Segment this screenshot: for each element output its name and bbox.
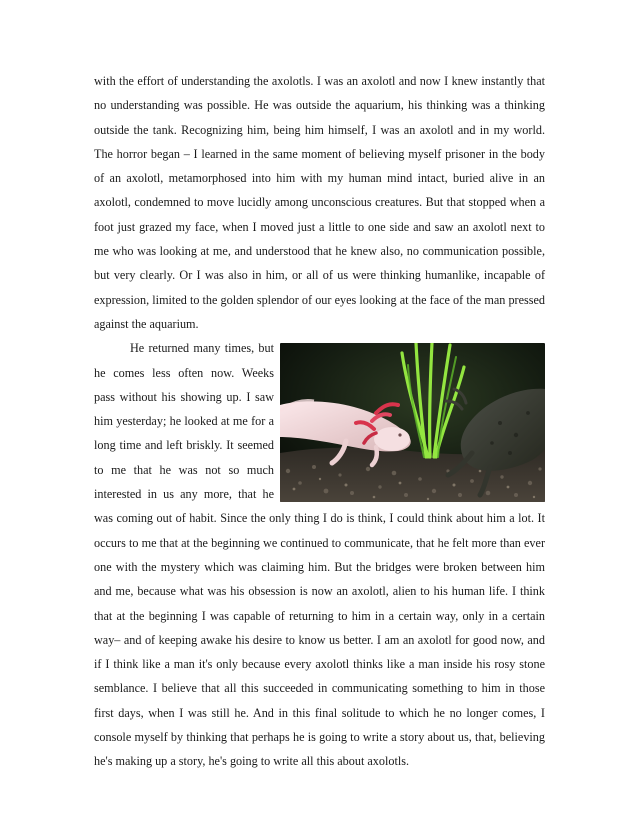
aquarium-image bbox=[280, 343, 545, 502]
document-page bbox=[94, 69, 545, 774]
paragraph-1: with the effort of understanding the axolotls. I was an axolotl and now I knew instantly that no understanding was possible. He was outside the aquarium, his thinking was a thinking outside the tank. Recognizing him, being him himself, I was an axolotl and in my world. The horror began – I learned in the same moment of believing myself prisoner in the body of an axolotl, metamorphosed into him with my human mind intact, buried alive in an axolotl, condemned to move lucidly among unconscious creatures. But that stopped when a foot just grazed my face, when I moved just a little to one side and saw an axolotl next to me who was looking at me, and understood that he knew also, no communication possible, but very clearly. Or I was also in him, or all of us were thinking humanlike, incapable of expression, limited to the golden splendor of our eyes looking at the face of the man pressed against the aquarium. bbox=[94, 74, 545, 331]
axolotl-photo bbox=[280, 343, 545, 502]
paragraph-2: He returned many times, but he comes less often now. Weeks pass without his showing up. I saw him yesterday; he looked at me for a long time and left briskly. It seemed to me that he was not so much interested in us any more, that he was coming out of habit. Since the only thing I do is think, I could think about him a lot. It occurs to me that at the beginning we continued to communicate, that he felt more than ever one with the mystery which was claiming him. But the bridges were broken between him and me, because what was his obsession is now an axolotl, alien to his human life. I think that at the beginning I was capable of returning to him in a certain way, only in a certain way– and of keeping awake his desire to know us better. I am an axolotl for good now, and if I think like a man it's only because every axolotl thinks like a man inside his rosy stone semblance. I believe that all this succeeded in communicating something to him in those first days, when I was still he. And in this final solitude to which he no longer comes, I console myself by thinking that perhaps he is going to write a story about us, that, believing he's making up a story, he's going to write all this about axolotls. bbox=[94, 341, 545, 769]
